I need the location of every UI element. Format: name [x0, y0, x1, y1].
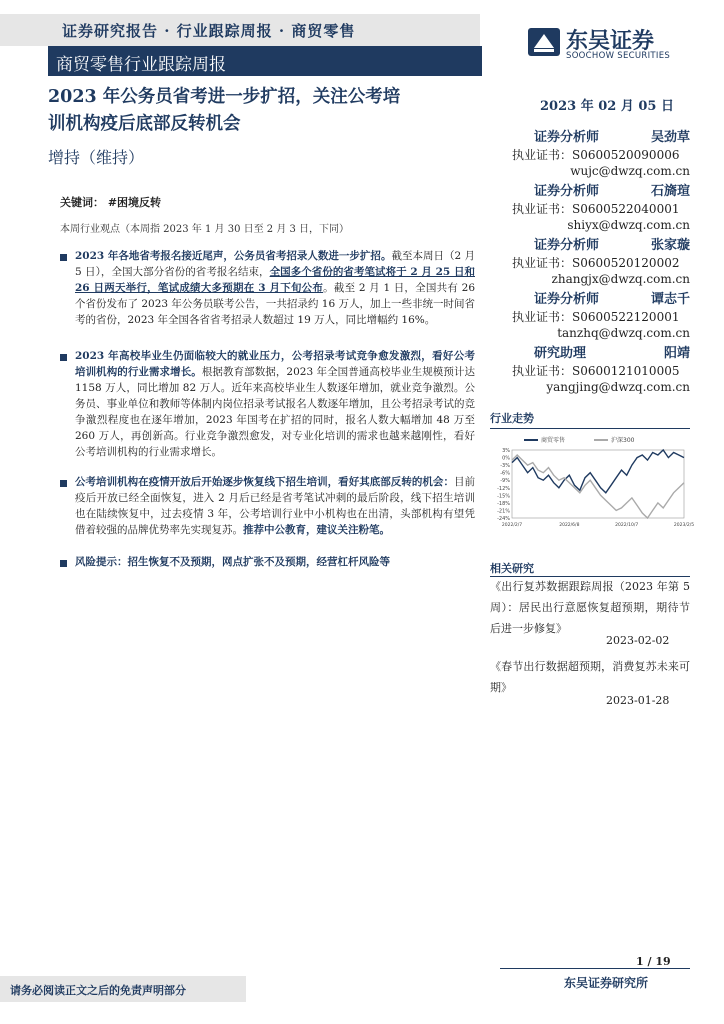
bullet-3-text1: 目前疫后开放已经全面恢复，进入 2 月后已经是省考笔试冲刺的最后阶段，线下招生培训也在陆续恢复中，过去疫情 3 年，公考培训行业中小机构也在出清，头部机构有望凭借着较强的品牌优势率先实现复苏。 [75, 476, 476, 536]
analyst-name: 石旖瑄 [650, 184, 690, 199]
series-line-0 [512, 450, 684, 493]
analyst-email[interactable]: yangjing@dwzq.com.cn [546, 380, 690, 394]
bullet-1-bold: 2023 年各地省考报名接近尾声，公务员省考招录人数进一步扩招。 [75, 250, 392, 262]
related-title: 相关研究 [490, 562, 534, 575]
y-tick-label: 0% [502, 455, 510, 462]
related-item-1-date: 2023-02-02 [606, 634, 670, 647]
bullet-1-text1: 截至本周日（2 月 5 日），全国大部分省份的省考报名结束， [75, 250, 475, 278]
logo-en: SOOCHOW SECURITIES [566, 51, 671, 61]
analyst-email[interactable]: tanzhq@dwzq.com.cn [557, 326, 690, 340]
analyst-cert: 执业证书：S0600520090006 [512, 148, 680, 162]
y-tick-label: 3% [502, 448, 510, 454]
disclaimer-text: 请务必阅读正文之后的免责声明部分 [10, 984, 186, 997]
analyst-cert: 执业证书：S0600522120001 [512, 310, 680, 324]
report-headline [48, 84, 488, 138]
logo-cn: 东吴证券 [566, 29, 655, 54]
top-tag: 证券研究报告 · 行业跟踪周报 · 商贸零售 [62, 22, 356, 40]
sector-title: 商贸零售行业跟踪周报 [56, 55, 226, 75]
related-item-2[interactable]: 《春节出行数据超预期，消费复苏未来可期》 [490, 660, 690, 694]
bullet-3 [75, 474, 475, 538]
bullet-1-underline: 全国多个省份的省考笔试将于 2 月 25 日和 26 日两天举行，笔试成绩大多预期在 3 月下旬公布 [75, 266, 475, 294]
bullet-marker [60, 254, 67, 261]
x-tick-label: 2022/10/7 [615, 523, 639, 528]
bullet-2-text1: 根据教育部数据，2023 年全国普通高校毕业生规模预计达 1158 万人，同比增加 82 万人。近年来高校毕业生人数逐年增加，就业竞争激烈。公务员、事业单位和教师等体制内岗位招录考试报名人数逐年增加，且公考招录考试的竞争激烈程度也在逐年增加，2023 年国考在扩招的同时，报名人数大幅增加 48 万至 260 万人，再创新高。行业竞争激烈愈发，对专业化培训的需求也越来越刚性，看好公考培训机构的行业需求增长。 [75, 366, 476, 458]
report-date: 2023 年 02 月 05 日 [540, 99, 674, 114]
analyst-name: 阳靖 [663, 346, 690, 361]
related-item-1[interactable]: 《出行复苏数据跟踪周报（2023 年第 5 周）：居民出行意愿恢复超预期，期待节后进一步修复》 [490, 580, 690, 635]
analyst-role [534, 234, 690, 253]
rating: 增持（维持） [48, 148, 145, 167]
bullet-1-text2: 。截至 2 月 1 日，全国共有 26 个省份发布了 2023 年公务员联考公告，一共招录约 16 万人，加上一些非统一时间省考的省份，2023 年全国各省省考招录人数超过 19 万人，同比增幅约 16%。 [75, 282, 475, 326]
x-tick-label: 2023/2/5 [673, 523, 695, 528]
trend-title: 行业走势 [490, 412, 534, 425]
company-logo-icon [528, 28, 560, 56]
bullet-3-bold: 公考培训机构在疫情开放后开始逐步恢复线下招生培训，看好其底部反转的机会： [75, 476, 454, 488]
trend-rule [490, 428, 690, 429]
y-tick-label: -21% [497, 508, 510, 515]
series-line-1 [512, 455, 684, 518]
analyst-title: 证券分析师 [534, 238, 600, 253]
analyst-cert: 执业证书：S0600121010005 [512, 364, 680, 378]
analyst-name: 吴劲草 [650, 130, 690, 145]
bullet-2 [75, 348, 475, 460]
y-tick-label: -24% [497, 516, 510, 522]
legend-label: 商贸零售 [541, 437, 566, 444]
footer-rule [500, 968, 690, 969]
bullet-4-bold2: 招生恢复不及预期，网点扩张不及预期，经营杠杆风险等 [127, 556, 390, 568]
analyst-role [534, 126, 690, 145]
y-tick-label: -12% [497, 485, 510, 492]
weekly-viewpoint: 本周行业观点（本周指 2023 年 1 月 30 日至 2 月 3 日，下同） [60, 224, 350, 235]
y-tick-label: -15% [497, 493, 510, 500]
analyst-email[interactable]: shiyx@dwzq.com.cn [567, 218, 690, 232]
headline-line1: 2023 年公务员省考进一步扩招，关注公考培 [48, 87, 401, 107]
y-tick-label: -6% [500, 470, 510, 477]
headline-line2: 训机构疫后底部反转机会 [48, 114, 241, 134]
analyst-email[interactable]: zhangjx@dwzq.com.cn [551, 272, 690, 286]
bullet-4-bold: 风险提示： [75, 556, 128, 568]
bullet-2-bold: 2023 年高校毕业生仍面临较大的就业压力，公考招录考试竞争愈发激烈，看好公考培训机构的行业需求增长。 [75, 350, 475, 378]
analyst-email[interactable]: wujc@dwzq.com.cn [570, 164, 690, 178]
legend-label: 沪深300 [611, 437, 635, 444]
y-tick-label: -9% [500, 478, 510, 485]
page-number: 1 / 19 [636, 955, 671, 968]
trend-chart [488, 432, 695, 530]
analyst-cert: 执业证书：S0600522040001 [512, 202, 680, 216]
bullet-4 [75, 554, 475, 570]
bullet-3-bold2: 推荐中公教育，建议关注粉笔。 [243, 524, 390, 536]
institute-name: 东吴证券研究所 [564, 976, 649, 990]
analyst-name: 张家璇 [650, 238, 690, 253]
analyst-name: 谭志千 [650, 292, 690, 307]
analyst-title: 研究助理 [534, 346, 587, 361]
analyst-role [534, 342, 690, 361]
bullet-marker [60, 354, 67, 361]
analyst-cert: 执业证书：S0600520120002 [512, 256, 680, 270]
x-tick-label: 2022/2/7 [501, 523, 523, 528]
analyst-title: 证券分析师 [534, 130, 600, 145]
bullet-1 [75, 248, 475, 328]
analyst-title: 证券分析师 [534, 184, 600, 199]
x-tick-label: 2022/6/8 [559, 523, 580, 528]
keywords: 关键词： #困境反转 [60, 196, 162, 209]
y-tick-label: -3% [500, 463, 510, 470]
bullet-marker [60, 560, 67, 567]
analyst-role [534, 288, 690, 307]
analyst-role [534, 180, 690, 199]
y-tick-label: -18% [497, 500, 510, 507]
analyst-title: 证券分析师 [534, 292, 600, 307]
related-item-2-date: 2023-01-28 [606, 694, 670, 707]
bullet-marker [60, 480, 67, 487]
